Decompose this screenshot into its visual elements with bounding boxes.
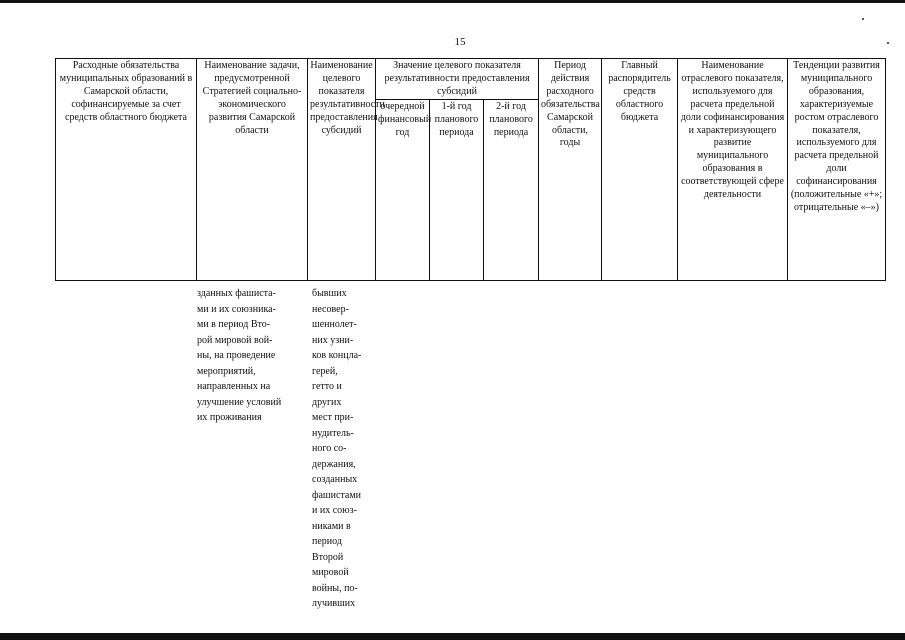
text-line: ны, на проведение (197, 350, 276, 361)
top-border-line (0, 0, 905, 3)
text-line: ков концла- (312, 350, 362, 361)
scan-speck (862, 18, 864, 20)
text-line: Второй (312, 551, 344, 563)
text-line: ми в период Вто- (197, 319, 271, 330)
text-line: герей, (312, 365, 338, 377)
header-target-indicator-value: Значение целевого показателя результативности предоставления субсидий (376, 59, 539, 100)
text-line: мероприятий, (197, 365, 256, 377)
text-line: гетто и (312, 381, 342, 392)
text-line: войны, по- (312, 582, 358, 594)
text-line: шеннолет- (312, 319, 357, 330)
header-planning-year-1: 1-й год планового периода (430, 99, 484, 280)
text-line: несовер- (312, 303, 349, 315)
text-line: период (312, 536, 342, 547)
text-line: бывших (312, 288, 347, 299)
bottom-border-line (0, 633, 905, 640)
text-line: их проживания (197, 412, 262, 423)
text-line: и их союз- (312, 505, 357, 516)
text-line: улучшение условий (197, 396, 282, 408)
continuation-indicator-text (312, 286, 374, 612)
text-line: направленных на (197, 381, 271, 392)
text-line: держания, (312, 458, 356, 470)
text-line: ного со- (312, 443, 347, 454)
text-line: них узни- (312, 334, 354, 346)
text-line: мировой (312, 567, 349, 578)
text-line: фашистами (312, 489, 362, 501)
text-line: лучивших (312, 598, 356, 609)
continuation-task-text (197, 286, 305, 426)
header-planning-year-2: 2-й год планового периода (484, 99, 539, 280)
text-line: других (312, 396, 342, 408)
header-obligation-period: Период действия расходного обязательства Самарской области, годы (539, 59, 602, 281)
text-line: зданных фашиста- (197, 288, 276, 299)
scan-speck (887, 42, 889, 44)
text-line: нудитель- (312, 427, 354, 439)
header-strategy-task: Наименование задачи, предусмотренной Стратегией социально-экономического развития Самарской области (197, 59, 308, 281)
text-line: созданных (312, 474, 358, 485)
header-sector-indicator-name: Наименование отраслевого показателя, используемого для расчета предельной доли софинансирования и характеризующего развитие муниципального образования в соответствующей сфере деятельности (678, 59, 788, 281)
header-development-trends: Тенденции развития муниципального образования, характеризуемые ростом отраслевого показателя, используемого для расчета предельной доли софинансирования (положительные «+»; отрицательные «–») (788, 59, 886, 281)
header-chief-manager: Главный распорядитель средств областного бюджета (602, 59, 678, 281)
text-line: мест при- (312, 412, 354, 423)
page-number: 15 (454, 36, 466, 48)
text-line: рой мировой вой- (197, 334, 273, 346)
text-line: никами в (312, 520, 351, 532)
subsidy-table (55, 58, 886, 281)
text-line: ми и их союзника- (197, 303, 276, 315)
header-spending-obligations: Расходные обязательства муниципальных образований в Самарской области, софинансируемые за счет средств областного бюджета (56, 59, 197, 281)
header-target-indicator-name: Наименование целевого показателя результативности предоставления субсидий (308, 59, 376, 281)
header-current-fiscal-year: очередной финансовый год (376, 99, 430, 280)
